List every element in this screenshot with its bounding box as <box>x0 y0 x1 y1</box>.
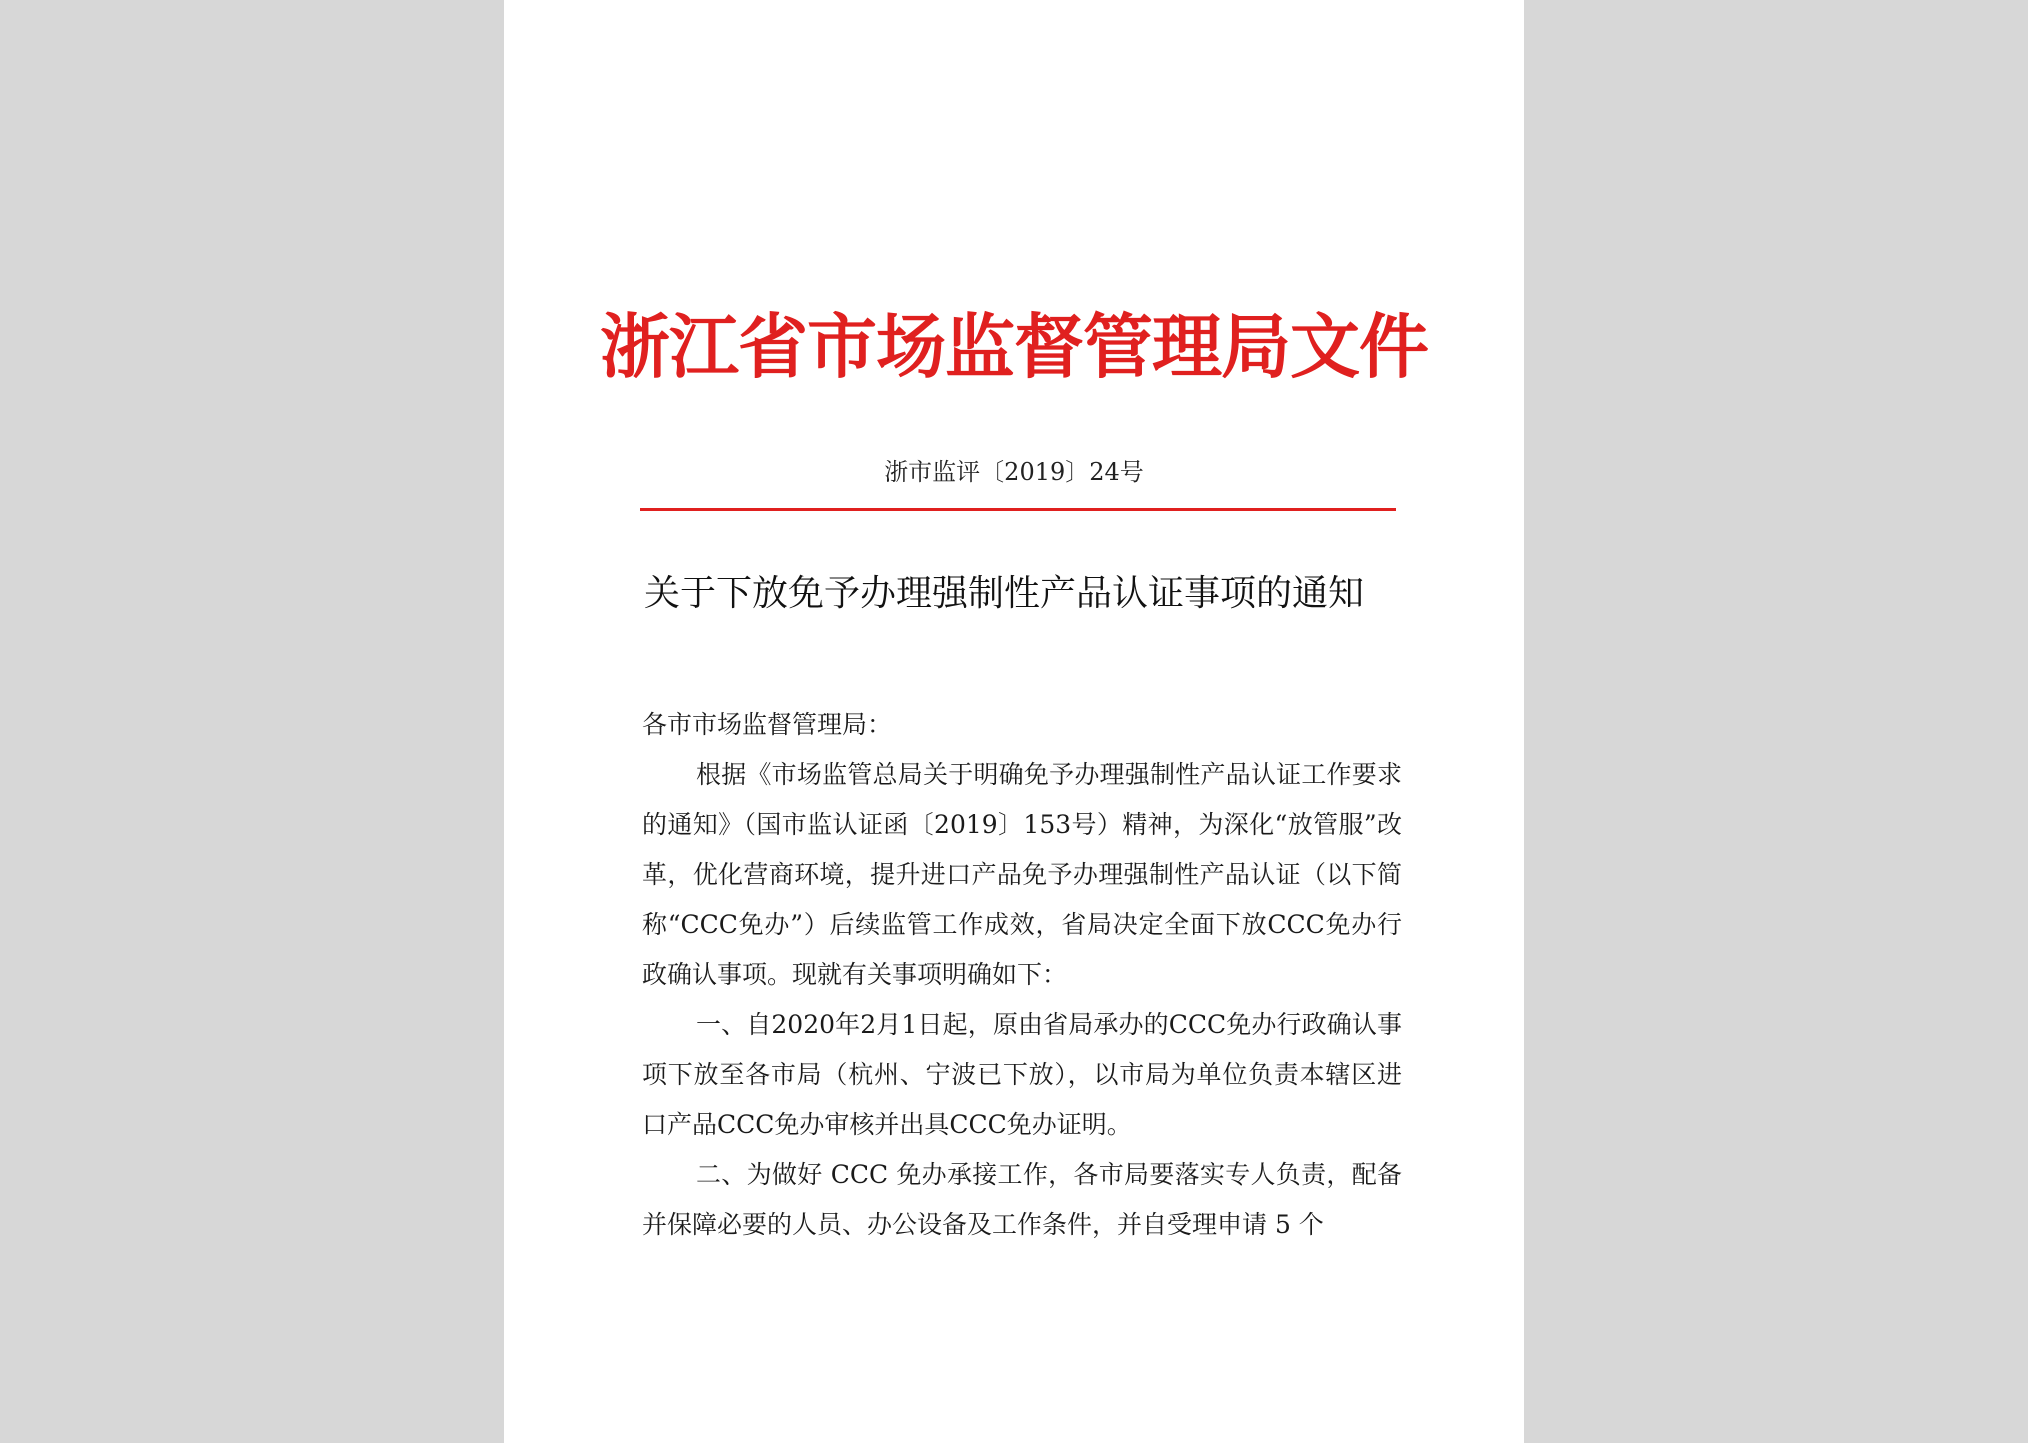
document-page <box>504 0 1524 1443</box>
salutation: 各市市场监督管理局： <box>642 710 893 739</box>
document-header: 浙江省市场监督管理局文件 <box>600 306 1428 388</box>
paragraph: 一、自2020年2月1日起，原由省局承办的CCC免办行政确认事项下放至各市局（杭州、宁波已下放），以市局为单位负责本辖区进口产品CCC免办审核并出具CCC免办证明。 <box>642 1010 1402 1139</box>
paragraph: 根据《市场监管总局关于明确免予办理强制性产品认证工作要求的通知》（国市监认证函〔2019〕153号）精神，为深化“放管服”改革，优化营商环境，提升进口产品免予办理强制性产品认证（以下简称“CCC免办”）后续监管工作成效，省局决定全面下放CCC免办行政确认事项。现就有关事项明确如下： <box>642 760 1402 989</box>
red-divider-line <box>640 508 1396 511</box>
document-title: 关于下放免予办理强制性产品认证事项的通知 <box>644 573 1365 614</box>
document-number: 浙市监评〔2019〕24号 <box>884 458 1144 486</box>
paragraph: 二、为做好 CCC 免办承接工作，各市局要落实专人负责，配备并保障必要的人员、办公设备及工作条件，并自受理申请 5 个 <box>642 1160 1402 1239</box>
document-body <box>642 700 1402 1250</box>
